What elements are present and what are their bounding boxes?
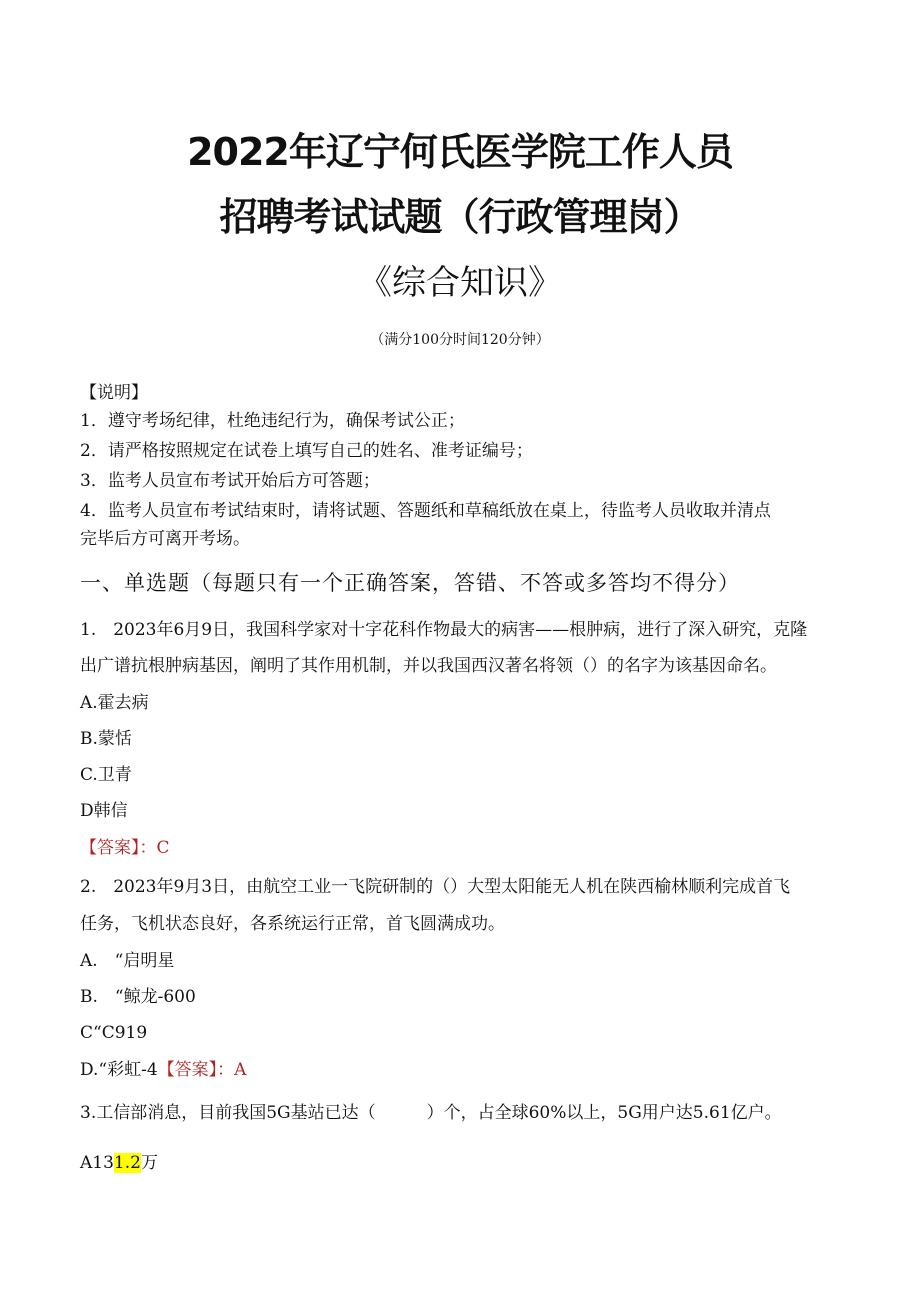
instruction-item-4: 4．监考人员宣布考试结束时，请将试题、答题纸和草稿纸放在桌上，待监考人员收取并清点: [80, 501, 771, 521]
section-heading-single-choice: 一、单选题（每题只有一个正确答案，答错、不答或多答均不得分）: [80, 571, 740, 595]
q2-option-a: A. “启明星: [80, 951, 175, 971]
instruction-item-1: 1．遵守考场纪律，杜绝违纪行为，确保考试公正；: [80, 411, 465, 431]
q3-option-a-suffix: 万: [140, 1153, 158, 1173]
title-line-1: 2022年辽宁何氏医学院工作人员: [187, 130, 733, 174]
subject-title: 《综合知识》: [358, 263, 562, 303]
q1-option-c: C.卫青: [80, 765, 132, 785]
q3-text-line-1: 3.工信部消息，目前我国5G基站已达（ ）个，占全球60%以上，5G用户达5.61亿户。: [80, 1103, 782, 1123]
q2-option-d-row: [80, 1062, 246, 1079]
q2-text-line-1: 2. 2023年9月3日，由航空工业一飞院研制的（）大型太阳能无人机在陕西榆林顺利完成首飞: [80, 877, 791, 897]
q3-option-a-highlight: 1.2: [113, 1153, 141, 1173]
q1-answer: 【答案】：C: [80, 838, 170, 858]
q3-option-a-prefix: A13: [80, 1153, 114, 1173]
score-info: （满分100分时间120分钟）: [370, 332, 550, 348]
q1-option-b: B.蒙恬: [80, 729, 132, 749]
instruction-item-3: 3．监考人员宣布考试开始后方可答题；: [80, 471, 380, 491]
q2-answer: 【答案】：A: [157, 1060, 247, 1080]
q1-option-d: D韩信: [80, 801, 128, 821]
q1-text-line-2: 出广谱抗根肿病基因，阐明了其作用机制，并以我国西汉著名将领（）的名字为该基因命名。: [80, 656, 777, 676]
instructions-heading: 【说明】: [80, 383, 148, 403]
instruction-item-4-cont: 完毕后方可离开考场。: [80, 529, 250, 549]
q1-text-line-1: 1. 2023年6月9日，我国科学家对十字花科作物最大的病害——根肿病，进行了深入研究，克隆: [80, 620, 808, 640]
q1-option-a: A.霍去病: [80, 693, 149, 713]
q3-option-a: [80, 1155, 158, 1172]
q2-option-c: C“C919: [80, 1023, 148, 1043]
title-line-2: 招聘考试试题（行政管理岗）: [219, 195, 701, 239]
instruction-item-2: 2．请严格按照规定在试卷上填写自己的姓名、准考证编号；: [80, 441, 533, 461]
q2-option-b: B. “鲸龙-600: [80, 987, 196, 1007]
q2-text-line-2: 任务，飞机状态良好，各系统运行正常，首飞圆满成功。: [80, 914, 505, 934]
q2-option-d: D.“彩虹-4: [80, 1060, 158, 1080]
